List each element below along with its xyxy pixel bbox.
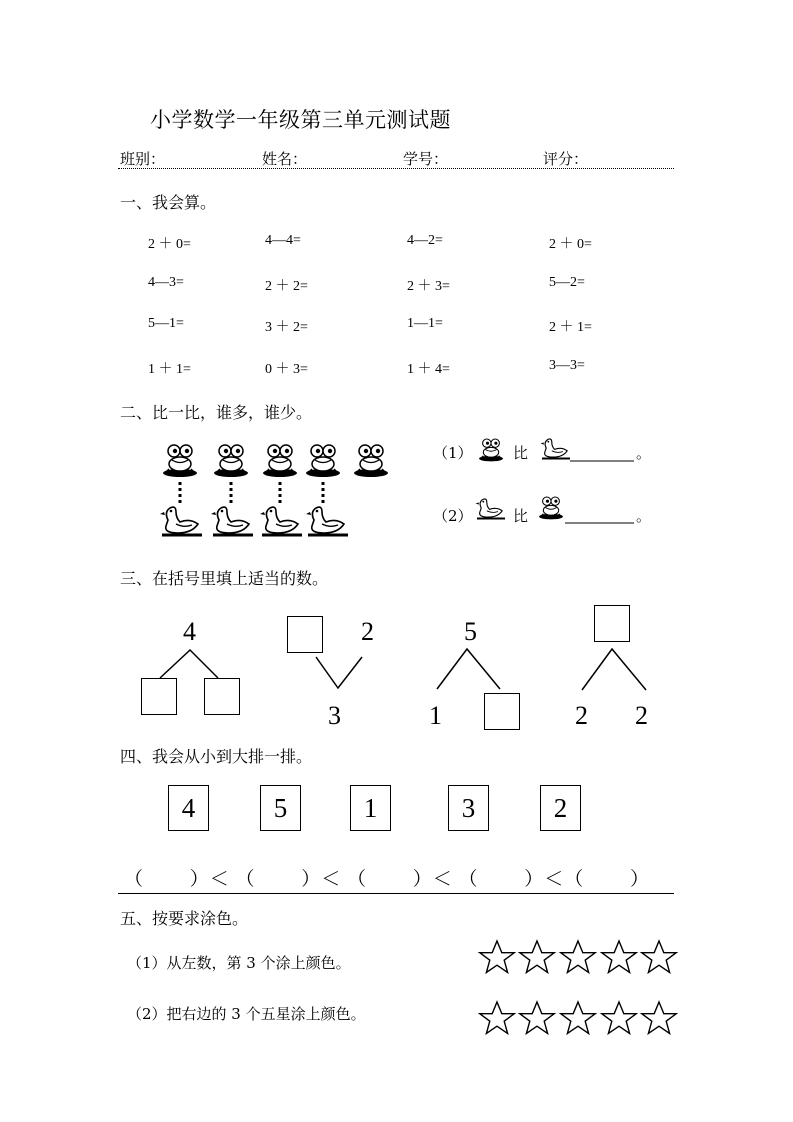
equation: 2 ＋ 3= bbox=[407, 279, 450, 294]
compare-word: 比 bbox=[513, 507, 529, 525]
equation: 4—2= bbox=[407, 233, 443, 248]
star-icon[interactable] bbox=[642, 941, 676, 973]
equation: 2 ＋ 2= bbox=[265, 279, 308, 294]
bond-number: 2 bbox=[635, 701, 648, 730]
star-icon[interactable] bbox=[520, 1002, 554, 1034]
star-icon[interactable] bbox=[561, 1002, 595, 1034]
equation: 0 ＋ 3= bbox=[265, 362, 308, 377]
equation: 4—3= bbox=[148, 275, 184, 290]
score-label: 评分： bbox=[543, 150, 589, 168]
equation: 1—1= bbox=[407, 316, 443, 331]
section2-heading: 二、比一比，谁多，谁少。 bbox=[120, 403, 313, 422]
star-icon[interactable] bbox=[602, 941, 636, 973]
period: 。 bbox=[636, 444, 652, 462]
star-icon[interactable] bbox=[602, 1002, 636, 1034]
equation: 3—3= bbox=[549, 358, 585, 373]
bond-number: 5 bbox=[464, 617, 477, 646]
coloring-question-2: （2）把右边的 3 个五星涂上颜色。 bbox=[127, 1005, 366, 1023]
equation: 2 ＋ 0= bbox=[148, 237, 191, 252]
bond-number: 4 bbox=[183, 617, 196, 646]
star-icon[interactable] bbox=[480, 941, 514, 973]
bond-number: 3 bbox=[328, 701, 341, 730]
equation: 5—1= bbox=[148, 316, 184, 331]
number-card: 5 bbox=[260, 785, 301, 831]
number-card: 4 bbox=[168, 785, 209, 831]
ordering-answer-line[interactable]: （ ）＜ （ ）＜ （ ）＜ （ ）＜（ ） bbox=[124, 869, 651, 890]
name-label: 姓名： bbox=[262, 150, 308, 168]
q2-number: （2） bbox=[433, 507, 473, 525]
section1-heading: 一、我会算。 bbox=[120, 193, 217, 212]
star-row-2 bbox=[480, 1002, 676, 1034]
q1-number: （1） bbox=[433, 444, 473, 462]
equation: 3 ＋ 2= bbox=[265, 320, 308, 335]
bond-number: 2 bbox=[575, 701, 588, 730]
bond-number: 2 bbox=[361, 617, 374, 646]
equation: 4—4= bbox=[265, 233, 301, 248]
period: 。 bbox=[636, 507, 652, 525]
equation: 5—2= bbox=[549, 275, 585, 290]
section3-heading: 三、在括号里填上适当的数。 bbox=[120, 569, 329, 588]
number-card: 1 bbox=[350, 785, 391, 831]
star-row-1 bbox=[480, 941, 676, 973]
star-icon[interactable] bbox=[642, 1002, 676, 1034]
compare-word: 比 bbox=[513, 444, 529, 462]
student-id-label: 学号： bbox=[403, 150, 449, 168]
bond-number: 1 bbox=[429, 701, 442, 730]
equation: 1 ＋ 1= bbox=[148, 362, 191, 377]
star-icon[interactable] bbox=[561, 941, 595, 973]
class-label: 班别： bbox=[120, 150, 166, 168]
section4-heading: 四、我会从小到大排一排。 bbox=[120, 747, 313, 766]
number-card: 3 bbox=[448, 785, 489, 831]
star-icon[interactable] bbox=[520, 941, 554, 973]
section5-heading: 五、按要求涂色。 bbox=[120, 909, 249, 928]
equation: 2 ＋ 0= bbox=[549, 237, 592, 252]
number-card: 2 bbox=[540, 785, 581, 831]
equation: 2 ＋ 1= bbox=[549, 320, 592, 335]
star-icon[interactable] bbox=[480, 1002, 514, 1034]
page-title: 小学数学一年级第三单元测试题 bbox=[150, 108, 451, 132]
coloring-question-1: （1）从左数，第 3 个涂上颜色。 bbox=[127, 954, 351, 972]
equation: 1 ＋ 4= bbox=[407, 362, 450, 377]
